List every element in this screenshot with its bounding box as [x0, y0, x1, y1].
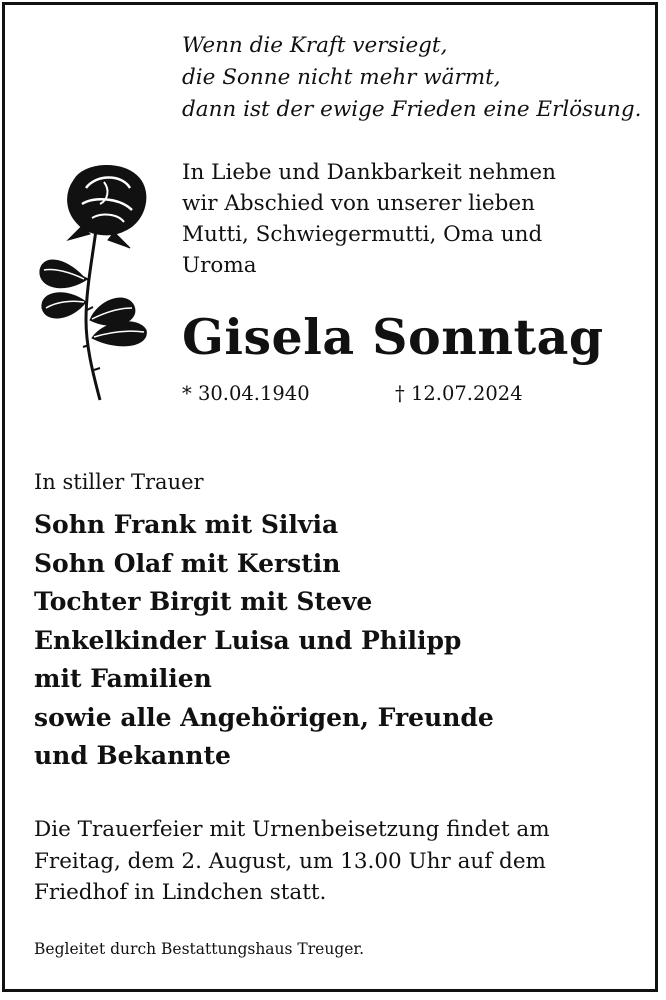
poem-line: dann ist der ewige Frieden eine Erlösung. [182, 97, 642, 122]
mourners-intro: In stiller Trauer [34, 470, 204, 494]
mourner-line: mit Familien [34, 664, 212, 693]
poem-line: Wenn die Kraft versiegt, [182, 33, 448, 58]
service-line: Freitag, dem 2. August, um 13.00 Uhr auf dem [34, 848, 546, 874]
mourner-line: Sohn Frank mit Silvia [34, 510, 339, 539]
mourner-line: und Bekannte [34, 741, 231, 770]
death-date: † 12.07.2024 [395, 382, 523, 405]
life-dates [182, 382, 523, 405]
intro-line: wir Abschied von unserer lieben [182, 191, 535, 216]
undertaker-credit: Begleitet durch Bestattungshaus Treuger. [34, 940, 365, 958]
service-line: Die Trauerfeier mit Urnenbeisetzung findet am [34, 817, 550, 842]
mourner-line: sowie alle Angehörigen, Freunde [34, 702, 494, 732]
mourners-list [34, 506, 494, 776]
intro-line: Uroma [182, 253, 257, 278]
intro-line: Mutti, Schwiegermutti, Oma und [182, 222, 543, 247]
rose-icon [34, 160, 154, 405]
service-info [34, 814, 550, 909]
mourner-line: Tochter Birgit mit Steve [34, 587, 373, 616]
intro-text [182, 157, 556, 281]
poem-line: die Sonne nicht mehr wärmt, [182, 65, 501, 90]
mourner-line: Sohn Olaf mit Kerstin [34, 548, 341, 578]
deceased-name: Gisela Sonntag [182, 308, 604, 366]
mourner-line: Enkelkinder Luisa und Philipp [34, 625, 462, 655]
birth-date: * 30.04.1940 [182, 382, 310, 405]
intro-line: In Liebe und Dankbarkeit nehmen [182, 160, 556, 185]
service-line: Friedhof in Lindchen statt. [34, 880, 327, 905]
poem [182, 30, 642, 126]
